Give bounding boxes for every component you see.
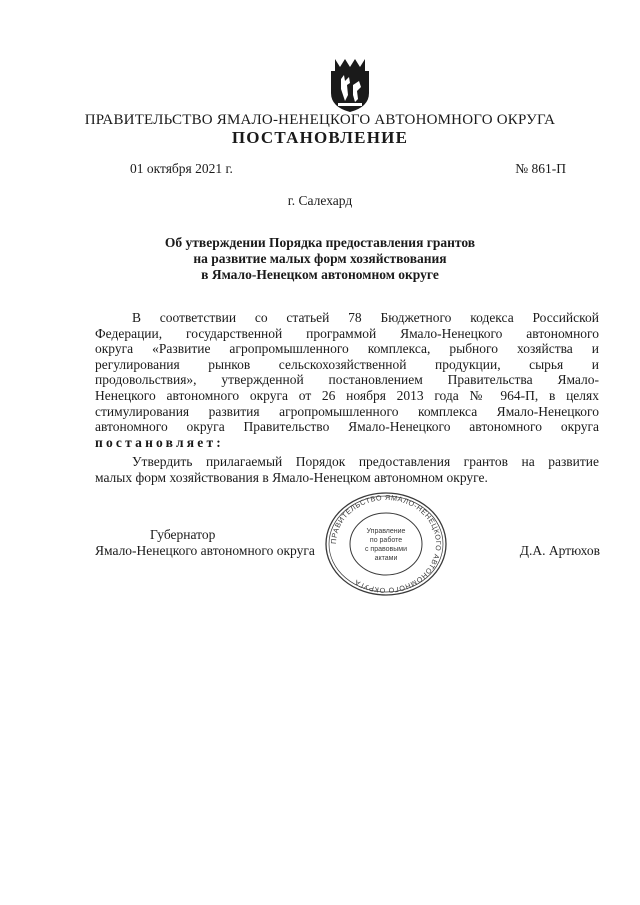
seal-inner-line: по работе — [369, 537, 403, 544]
decree-word: постановляет: — [95, 434, 224, 450]
signatory-position: Губернатор — [150, 527, 216, 542]
coat-of-arms-icon — [327, 55, 373, 113]
paragraph-line: регулирования рынков сельскохозяйственной продукции, сырья и — [95, 356, 599, 372]
document-date: 01 октября 2021 г. — [130, 161, 233, 176]
paragraph-line: продовольствия», утвержденной постановлением Правительства Ямало- — [95, 372, 599, 388]
signatory-name: Д.А. Артюхов — [519, 543, 600, 558]
official-seal-stamp — [322, 490, 450, 598]
paragraph-line: малых форм хозяйствования в Ямало-Ненецком автономном округе. — [95, 469, 488, 485]
seal-inner-line: актами — [374, 555, 398, 562]
preamble-paragraph — [95, 310, 599, 450]
paragraph-line: Утвердить прилагаемый Порядок предоставления грантов на развитие — [132, 454, 599, 469]
paragraph-line: В соответствии со статьей 78 Бюджетного кодекса Российской — [132, 310, 599, 325]
svg-text:ПРАВИТЕЛЬСТВО ЯМАЛО-НЕНЕЦКОГО — [329, 493, 443, 595]
paragraph-line: Ненецкого автономного округа от 26 ноября 2013 года № 964-П, в целях — [95, 387, 599, 403]
seal-outer-text: ПРАВИТЕЛЬСТВО ЯМАЛО-НЕНЕЦКОГО АВТОНОМНОГО ОКРУГА — [328, 492, 444, 596]
document-type: ПОСТАНОВЛЕНИЕ — [231, 128, 409, 147]
document-city: г. Салехард — [287, 193, 353, 208]
seal-inner-line: с правовыми — [364, 546, 408, 553]
title-line: Об утверждении Порядка предоставления грантов — [164, 235, 476, 250]
organization-name: ПРАВИТЕЛЬСТВО ЯМАЛО-НЕНЕЦКОГО АВТОНОМНОГО ОКРУГА — [84, 112, 556, 128]
paragraph-line: Федерации, государственной программой Ямало-Ненецкого автономного — [95, 325, 599, 341]
paragraph-line: стимулирования развития агропромышленного комплекса Ямало-Ненецкого — [95, 403, 599, 419]
title-line: в Ямало-Ненецком автономном округе — [201, 267, 439, 282]
paragraph-line: округа «Развитие агропромышленного комплекса, рыбного хозяйства и — [95, 341, 599, 357]
seal-inner-line: Управление — [366, 528, 406, 535]
title-line: на развитие малых форм хозяйствования — [193, 251, 447, 266]
signatory-organization: Ямало-Ненецкого автономного округа — [95, 543, 315, 558]
document-title — [0, 235, 640, 283]
document-number: № 861-П — [515, 161, 566, 176]
paragraph-line: автономного округа Правительство Ямало-Ненецкого автономного округа — [95, 419, 599, 435]
resolution-paragraph — [95, 454, 599, 485]
